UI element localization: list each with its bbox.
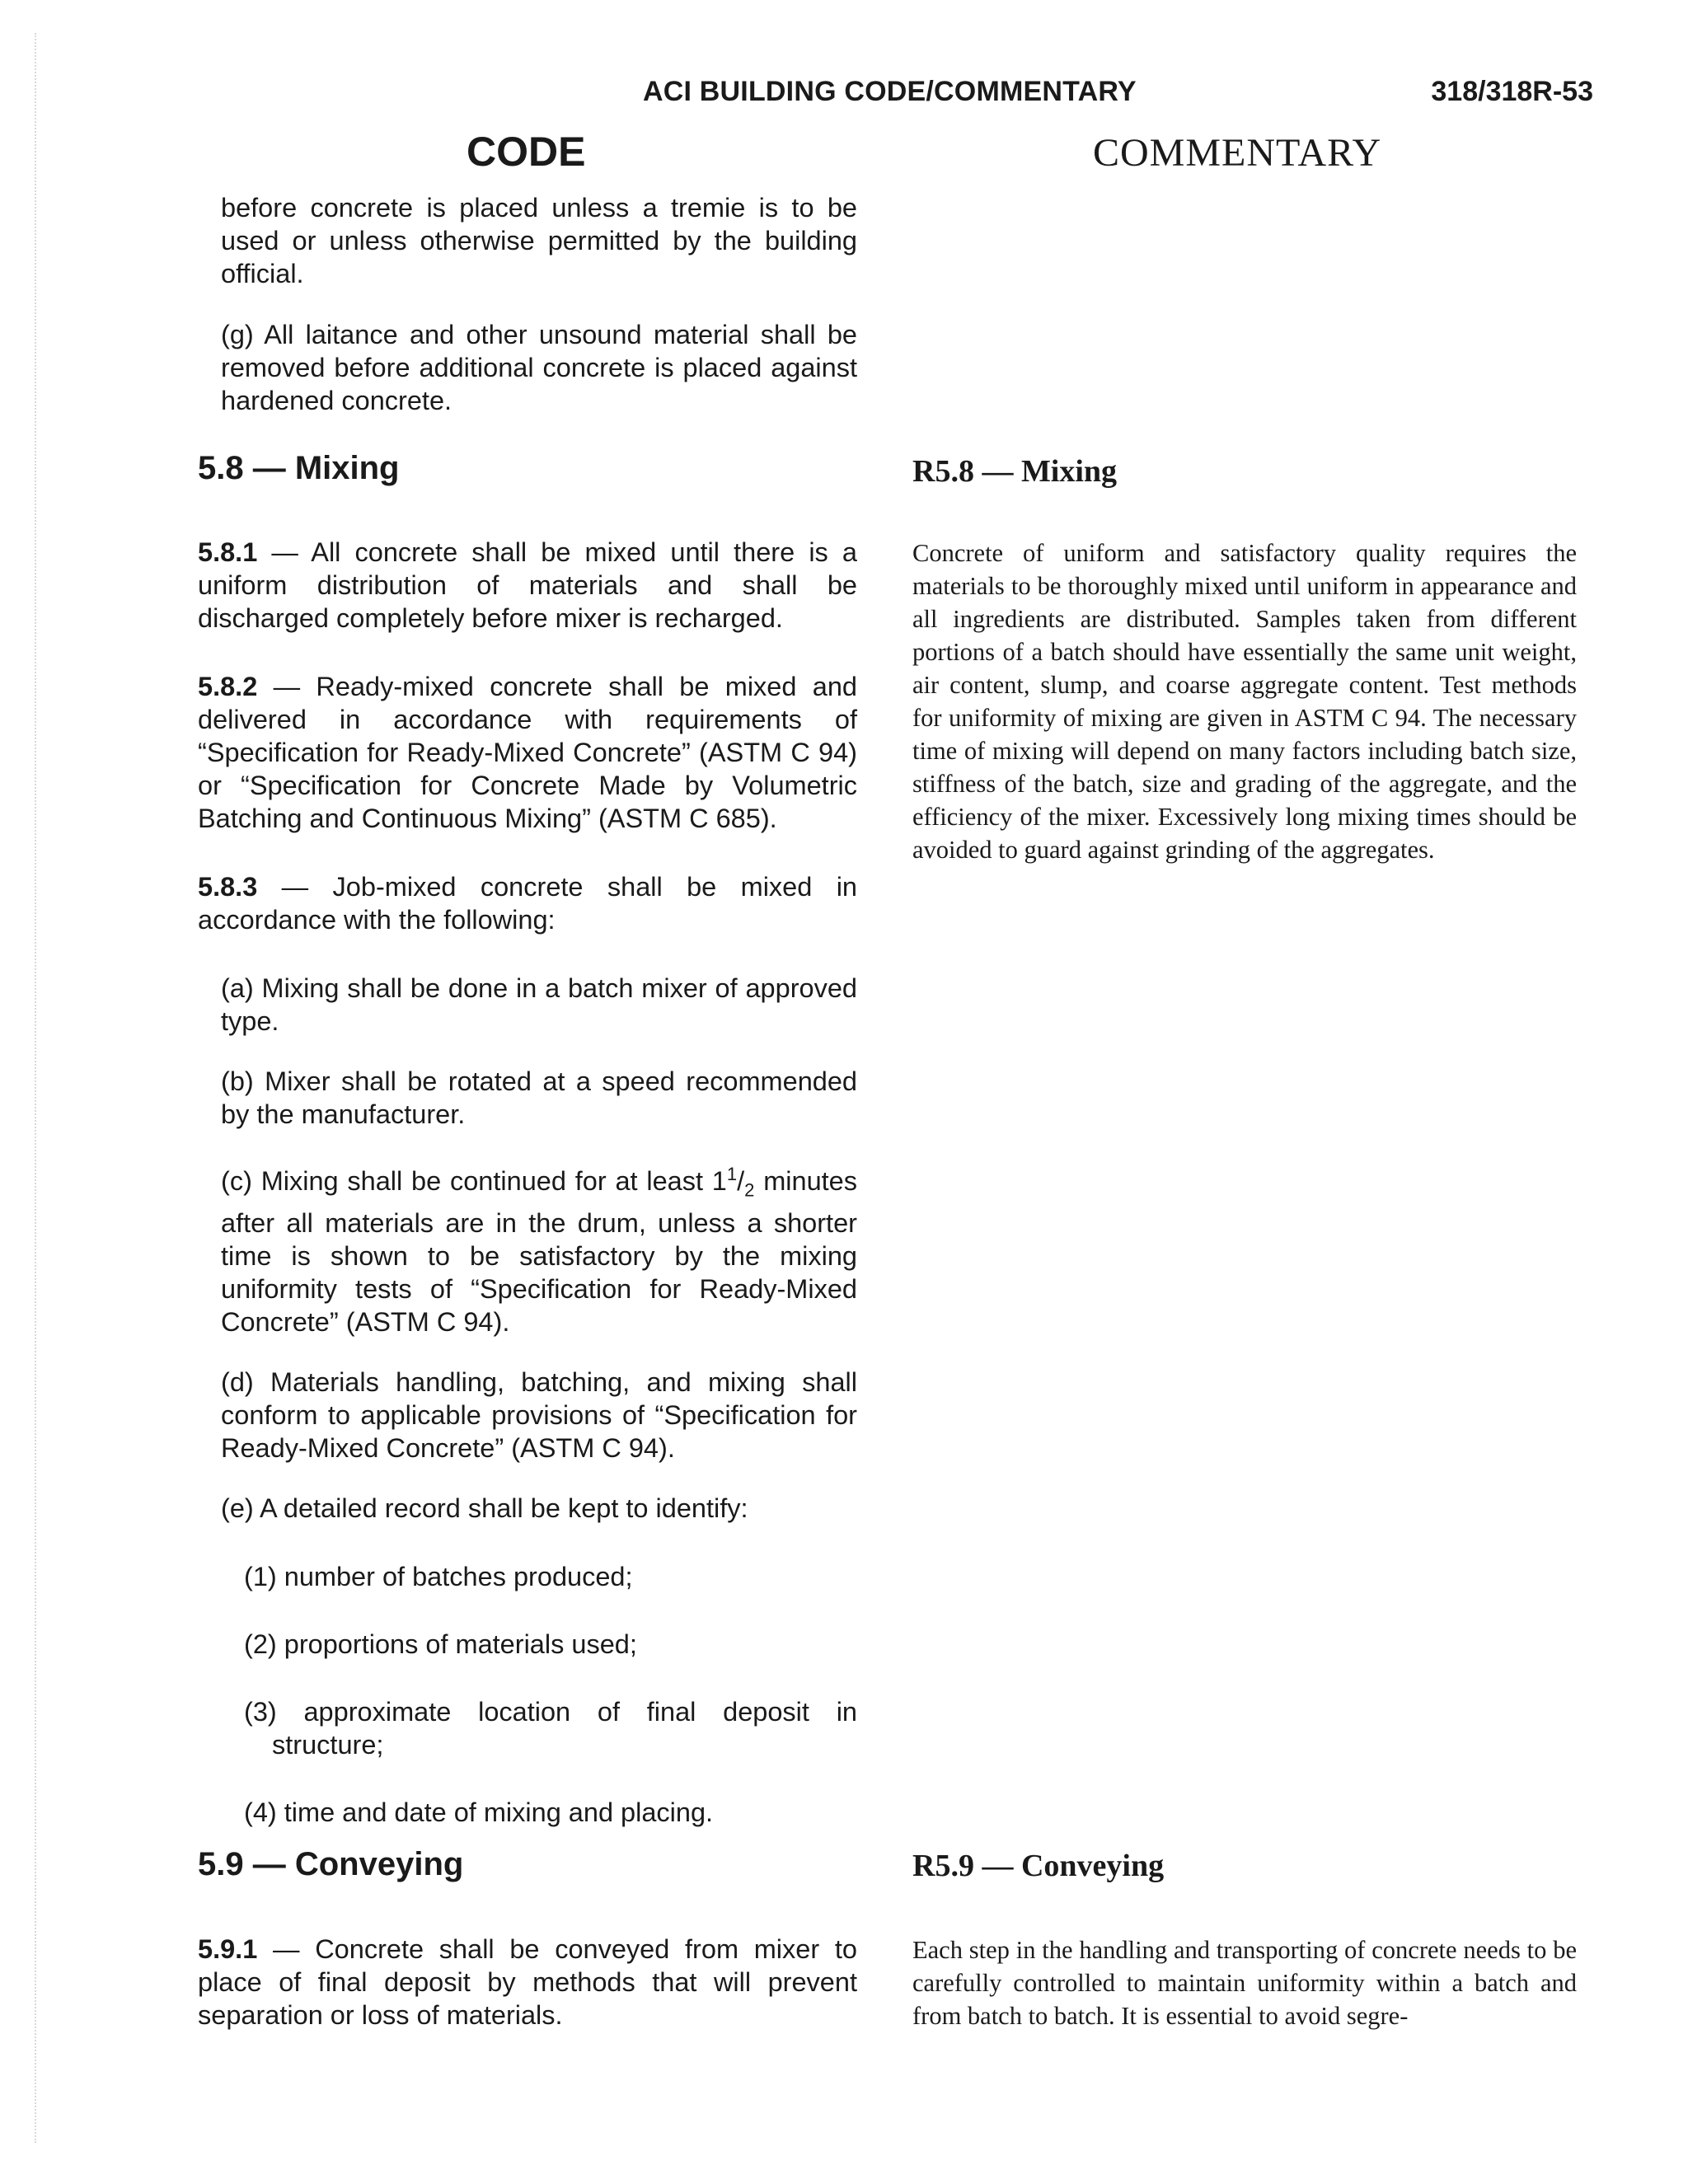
- para-5-9-1: [198, 1933, 857, 2032]
- subitem-2: (2) proportions of materials used;: [244, 1629, 637, 1660]
- commentary-r5-8-paragraph: Concrete of uniform and satisfactory quality requires the materials to be thoroughly mixed until uniform in appearance and all ingredients are distributed. Samples taken from different portions of a batch should have essentially the same unit weight, air content, slump, and coarse aggregate content. Test methods for uniformity of mixing are given in ASTM C 94. The necessary time of mixing will depend on many factors including batch size, stiffness of the batch, size and grading of the aggregate, and the efficiency of the mixer. Excessively long mixing times should be avoided to guard against grinding of the aggregates.: [912, 539, 1577, 864]
- para-5-8-1-number: 5.8.1: [198, 537, 258, 567]
- code-continuation: [198, 191, 857, 417]
- section-5-9-heading: 5.9 — Conveying: [198, 1846, 464, 1882]
- code-column-heading: CODE: [467, 129, 586, 175]
- subitem-4: (4) time and date of mixing and placing.: [244, 1797, 714, 1828]
- item-c: (c) Mixing shall be continued for at least $1^1/_2$ minutes after all materials are in the drum, unless a shorter time is shown to be satisfactory by the mixing uniformity tests of “Specification for Ready-Mixed Concrete” (ASTM C 94).: [221, 1164, 857, 1338]
- para-5-9-1-number: 5.9.1: [198, 1934, 258, 1964]
- subitem-1: (1) number of batches produced;: [244, 1562, 633, 1592]
- para-5-8-3-number: 5.8.3: [198, 872, 258, 902]
- item-c-fraction-denominator: 2: [744, 1179, 755, 1201]
- item-d: (d) Materials handling, batching, and mixing shall conform to applicable provisions of “Specification for Ready-Mixed Concrete” (ASTM C 94).: [221, 1367, 857, 1464]
- commentary-r5-9-body: [912, 1933, 1577, 2032]
- code-5-8-body: [198, 536, 857, 1829]
- section-5-8-heading: 5.8 — Mixing: [198, 450, 400, 486]
- running-header: [0, 76, 1688, 117]
- para-5-8-1-text: — All concrete shall be mixed until there is a uniform distribution of materials and shall be discharged completely before mixer is recharged.: [198, 537, 857, 633]
- para-5-8-3: [198, 870, 857, 936]
- continued-paragraph: before concrete is placed unless a tremie is to be used or unless otherwise permitted by the building official.: [221, 193, 857, 288]
- item-e: (e) A detailed record shall be kept to identify:: [221, 1493, 748, 1524]
- item-b: (b) Mixer shall be rotated at a speed recommended by the manufacturer.: [221, 1066, 857, 1129]
- para-5-8-2-number: 5.8.2: [198, 672, 258, 701]
- page-edge-dots: [35, 33, 36, 2143]
- commentary-r5-8-body: [912, 537, 1577, 866]
- section-r5-8-heading: R5.8 — Mixing: [912, 454, 1118, 489]
- commentary-r5-9-paragraph: Each step in the handling and transporting of concrete needs to be carefully controlled to maintain uniformity within a batch and from batch to batch. It is essential to avoid segre-: [912, 1936, 1577, 2030]
- para-5-8-1: [198, 536, 857, 635]
- item-g: (g) All laitance and other unsound material shall be removed before additional concrete is placed against hardened concrete.: [221, 320, 857, 415]
- para-5-8-2-text: — Ready-mixed concrete shall be mixed and delivered in accordance with requirements of “Specification for Ready-Mixed Concrete” (ASTM C 94) or “Specification for Concrete Made by Volumetric Batching and Continuous Mixing” (ASTM C 685).: [198, 672, 857, 833]
- section-r5-9-heading: R5.9 — Conveying: [912, 1849, 1165, 1883]
- subitem-3: (3) approximate location of final deposit in structure;: [244, 1697, 857, 1760]
- page-number: 318/318R-53: [1431, 76, 1593, 107]
- code-5-9-body: [198, 1933, 857, 2032]
- para-5-8-2: [198, 670, 857, 835]
- item-a: (a) Mixing shall be done in a batch mixer of approved type.: [221, 973, 857, 1036]
- item-c-end: minutes after all materials are in the drum, unless a shorter time is shown to be satisfactory by the mixing uniformity tests of “Specification for Ready-Mixed Concrete” (ASTM C 94).: [221, 1165, 857, 1338]
- running-title: ACI BUILDING CODE/COMMENTARY: [643, 76, 1137, 107]
- para-5-9-1-text: — Concrete shall be conveyed from mixer to place of final deposit by methods that will prevent separation or loss of materials.: [198, 1934, 857, 2030]
- item-c-fraction-numerator: 1: [726, 1164, 738, 1184]
- item-c-start: (c) Mixing shall be continued for at least 1: [221, 1165, 727, 1196]
- commentary-column-heading: COMMENTARY: [1093, 131, 1382, 175]
- para-5-8-3-text: — Job-mixed concrete shall be mixed in accordance with the following:: [198, 872, 857, 935]
